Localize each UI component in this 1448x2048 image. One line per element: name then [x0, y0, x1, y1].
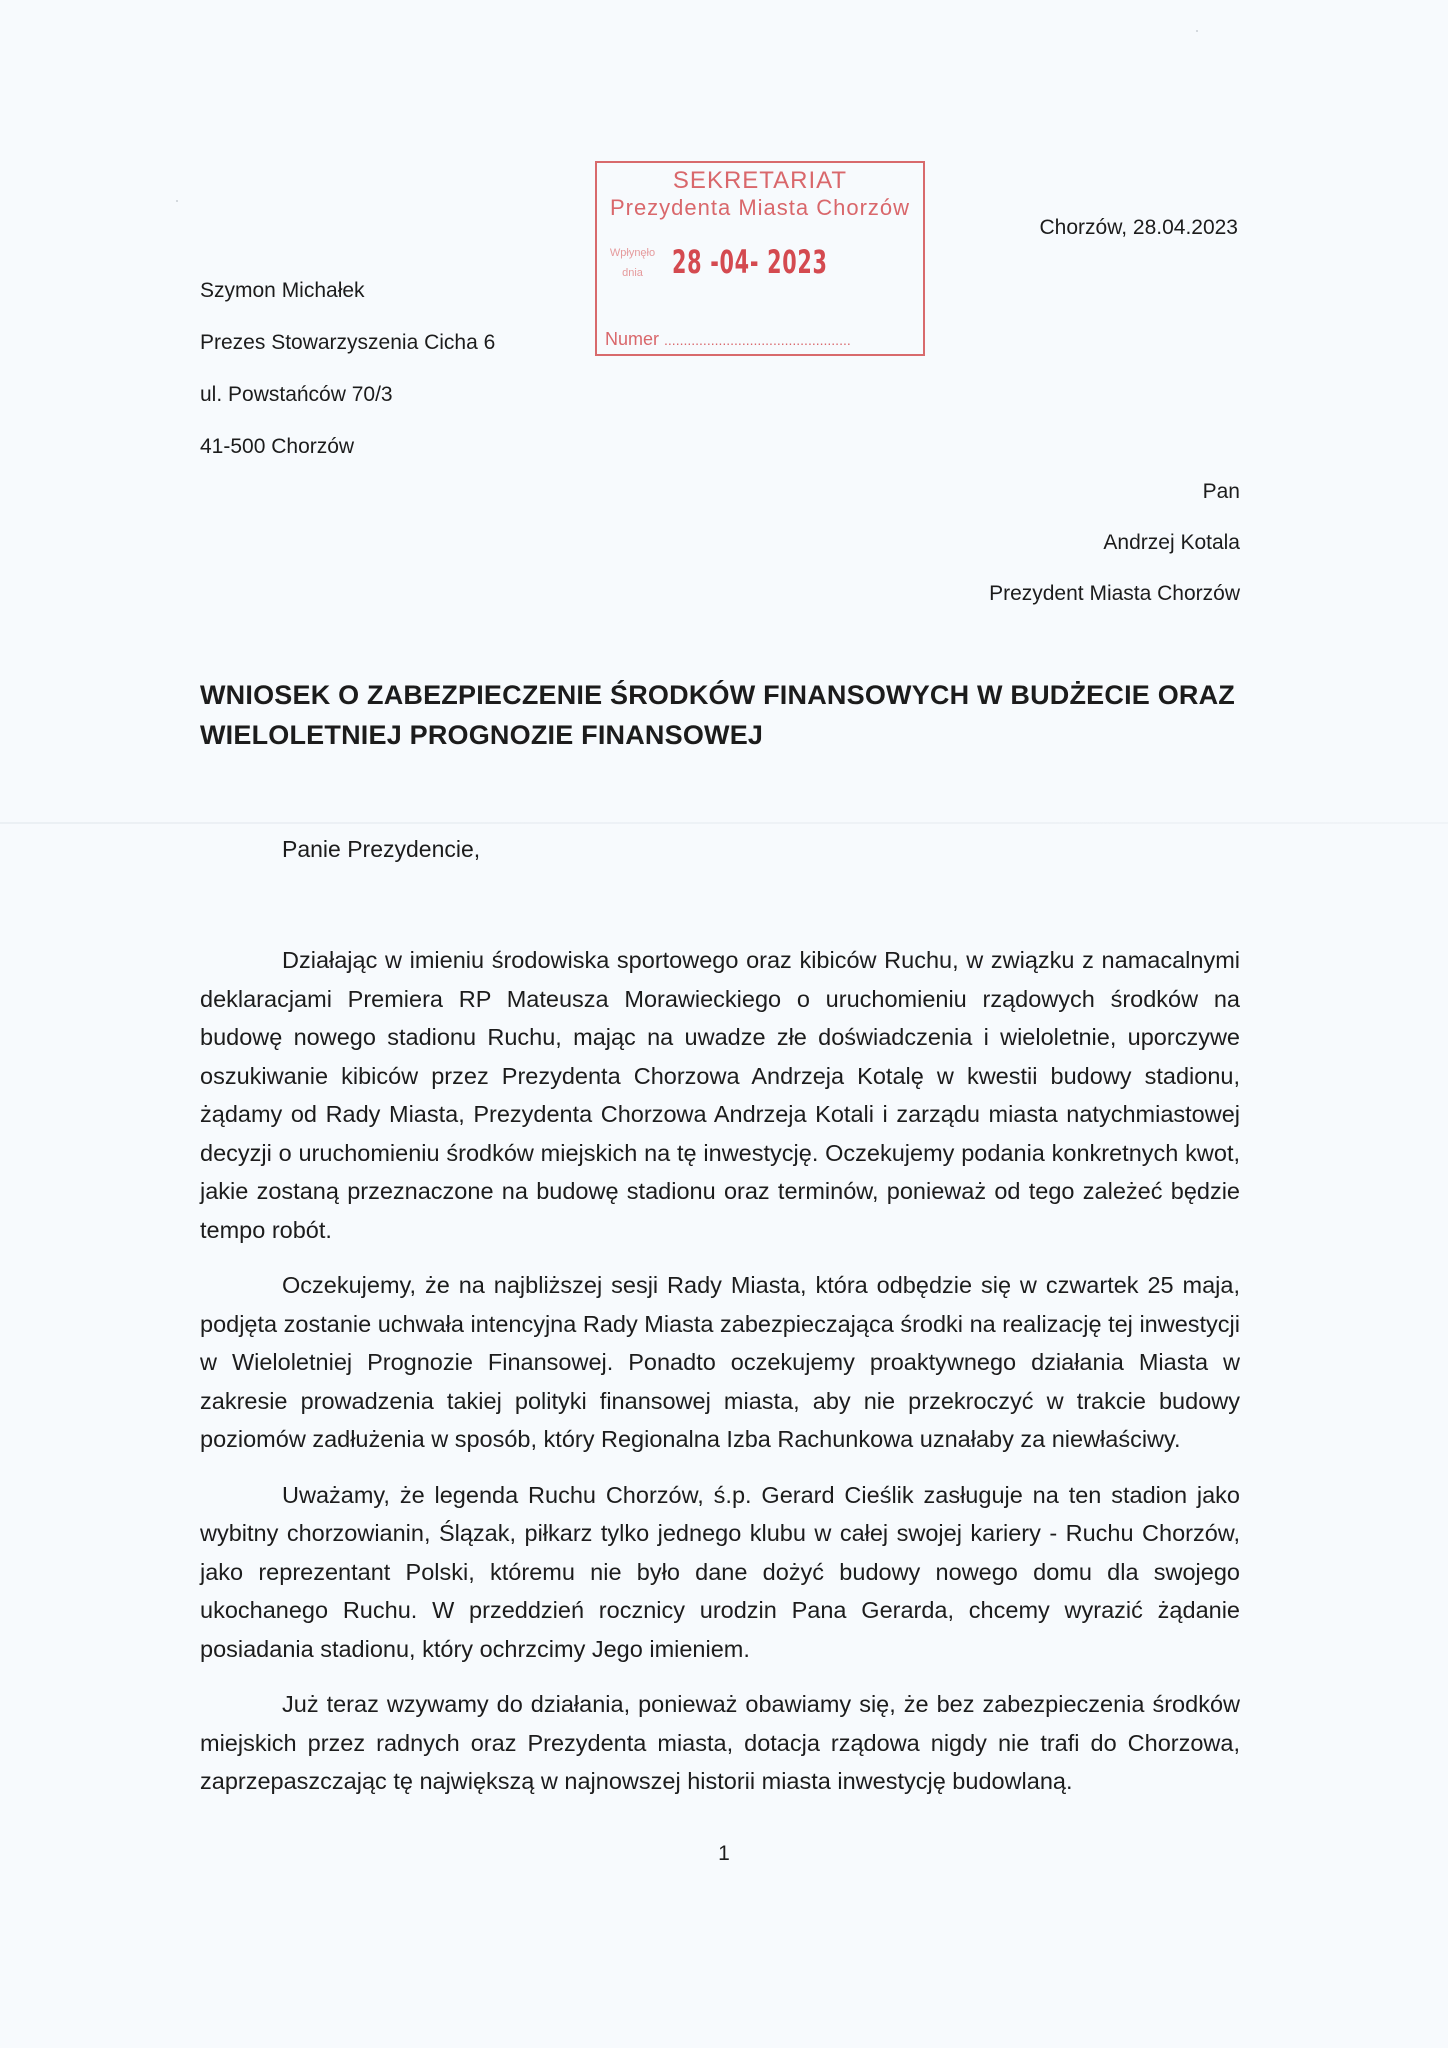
stamp-number-row [605, 329, 917, 350]
recipient-salutation-line: Pan [1202, 480, 1240, 503]
stamp-received-label-line1: Wpłynęło [609, 247, 656, 259]
body-paragraph: Oczekujemy, że na najbliższej sesji Rady Miasta, która odbędzie się w czwartek 25 maja, podjęta zostanie uchwała intencyjna Rady Miasta zabezpieczająca środki na realizację tej inwestycji w Wieloletniej Prognozie Finansowej. Ponadto oczekujemy proaktywnego działania Miasta w zakresie prowadzenia takiej polityki finansowej miasta, aby nie przekroczyć w trakcie budowy poziomów zadłużenia w sposób, który Regionalna Izba Rachunkowa uznałaby za niewłaściwy. [200, 1272, 1240, 1452]
page-number: 1 [718, 1842, 730, 1865]
stamp-received-label [605, 243, 660, 283]
sender-block [200, 265, 495, 473]
stamp-received-label-line2: dnia [622, 267, 643, 279]
document-title: WNIOSEK O ZABEZPIECZENIE ŚRODKÓW FINANSOWYCH W BUDŻECIE ORAZ WIELOLETNIEJ PROGNOZIE FINANSOWEJ [200, 680, 1235, 750]
recipient-block [989, 466, 1240, 619]
recipient-name: Andrzej Kotala [1103, 531, 1240, 554]
place-and-date: Chorzów, 28.04.2023 [1039, 216, 1238, 239]
sender-name: Szymon Michałek [200, 279, 365, 302]
scan-speck [176, 200, 178, 202]
body-paragraph: Już teraz wzywamy do działania, ponieważ obawiamy się, że bez zabezpieczenia środków miejskich przez radnych oraz Prezydenta miasta, dotacja rządowa nigdy nie trafi do Chorzowa, zaprzepaszczając tę największą w najnowszej historii miasta inwestycję budowlaną. [200, 1691, 1240, 1794]
stamp-subtitle: Prezydenta Miasta Chorzów [609, 195, 911, 220]
body-paragraph: Uważamy, że legenda Ruchu Chorzów, ś.p. Gerard Cieślik zasługuje na ten stadion jako wybitny chorzowianin, Ślązak, piłkarz tylko jednego klubu w całej swojej kariery - Ruchu Chorzów, jako reprezentant Polski, któremu nie było dane dożyć budowy nowego domu dla swojego ukochanego Ruchu. W przeddzień rocznicy urodzin Pana Gerarda, chcemy wyrazić żądanie posiadania stadionu, który ochrzcimy Jego imieniem. [200, 1481, 1240, 1662]
sender-city: 41-500 Chorzów [200, 435, 355, 458]
received-stamp [595, 161, 925, 356]
stamp-received-date: 28 -04- 2023 [672, 243, 828, 281]
scan-speck [1196, 30, 1198, 32]
body-paragraph: Działając w imieniu środowiska sportowego oraz kibiców Ruchu, w związku z namacalnymi deklaracjami Premiera RP Mateusza Morawieckiego o uruchomieniu rządowych środków na budowę nowego stadionu Ruchu, mając na uwadze złe doświadczenia i wieloletnie, uporczywe oszukiwanie kibiców przez Prezydenta Chorzowa Andrzeja Kotalę w kwestii budowy stadionu, żądamy od Rady Miasta, Prezydenta Chorzowa Andrzeja Kotali i zarządu miasta natychmiastowej decyzji o uruchomieniu środków miejskich na tę inwestycję. Oczekujemy podania konkretnych kwot, jakie zostaną przeznaczone na budowę stadionu oraz terminów, ponieważ od tego zależeć będzie tempo robót. [200, 947, 1240, 1243]
sender-role: Prezes Stowarzyszenia Cicha 6 [200, 331, 496, 354]
recipient-position: Prezydent Miasta Chorzów [989, 582, 1240, 605]
letter-body [200, 941, 1240, 1818]
stamp-title: SEKRETARIAT [672, 167, 848, 194]
stamp-number-label: Numer [605, 329, 660, 349]
stamp-number-value: ................................................ [664, 332, 851, 348]
paper-fold-line [0, 822, 1448, 824]
salutation: Panie Prezydencie, [282, 836, 481, 862]
sender-street: ul. Powstańców 70/3 [200, 383, 393, 406]
